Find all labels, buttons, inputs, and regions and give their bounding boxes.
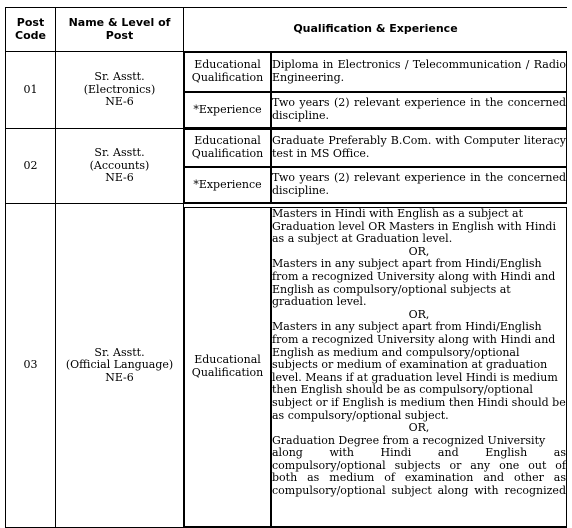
option-1: Masters in Hindi with English as a subject at Graduation level OR Masters in English with Hindi as a subject at Graduation level. xyxy=(272,207,556,246)
edu-text: Diploma in Electronics / Telecommunication / Radio Engineering. xyxy=(271,52,567,92)
option-4-line: Graduation Degree from a recognized University xyxy=(272,433,546,447)
post-name xyxy=(56,52,184,129)
post-level: NE-6 xyxy=(105,370,134,384)
qualification-subtable xyxy=(184,129,567,203)
edu-label: Educational Qualification xyxy=(184,207,271,527)
post-name xyxy=(56,129,184,204)
table-row xyxy=(6,52,568,129)
post-code: 02 xyxy=(6,129,56,204)
post-title: Sr. Asstt. xyxy=(94,146,145,160)
post-discipline: (Accounts) xyxy=(89,158,150,172)
qualification-table xyxy=(5,7,567,528)
edu-label: Educational Qualification xyxy=(184,52,271,92)
name-level-header: Name & Level of Post xyxy=(56,8,184,52)
option-4-line: compulsory/optional subjects or any one out of xyxy=(272,458,566,472)
or-separator: OR, xyxy=(408,307,430,321)
exp-label: *Experience xyxy=(184,92,271,128)
option-4-line: along with Hindi and English as xyxy=(272,446,566,460)
post-level: NE-6 xyxy=(105,95,134,109)
post-code: 01 xyxy=(6,52,56,129)
or-separator: OR, xyxy=(408,244,430,258)
qualification-cell xyxy=(184,204,568,528)
table-row xyxy=(6,129,568,204)
qualification-cell xyxy=(184,129,568,204)
or-separator: OR, xyxy=(408,421,430,435)
post-code-header: Post Code xyxy=(6,8,56,52)
edu-label: Educational Qualification xyxy=(184,129,271,167)
table-row xyxy=(6,204,568,528)
post-discipline: (Electronics) xyxy=(83,82,156,96)
option-4-line: both as medium of examination and other as xyxy=(272,471,566,485)
option-3: Masters in any subject apart from Hindi/English from a recognized University along with Hindi and English as medium and compulsory/optional subjects or medium of examination at graduation level. Means if at graduation level Hindi is medium then English should be as compulsory/optional subject or if English is medium then Hindi should be as compulsory/optional subject. xyxy=(272,320,566,422)
exp-label: *Experience xyxy=(184,167,271,203)
edu-text: Graduate Preferably B.Com. with Computer literacy test in MS Office. xyxy=(271,129,567,167)
option-2: Masters in any subject apart from Hindi/English from a recognized University along with Hindi and English as compulsory/optional subjects at graduation level. xyxy=(272,257,556,309)
qualification-header: Qualification & Experience xyxy=(184,8,568,52)
exp-text: Two years (2) relevant experience in the concerned discipline. xyxy=(271,167,567,203)
post-name xyxy=(56,204,184,528)
qualification-subtable xyxy=(184,207,567,527)
post-discipline: (Official Language) xyxy=(65,358,174,372)
option-4-line: compulsory/optional subject along with recognized xyxy=(272,484,566,498)
post-code: 03 xyxy=(6,204,56,528)
header-row xyxy=(6,8,568,52)
post-level: NE-6 xyxy=(105,171,134,185)
exp-text: Two years (2) relevant experience in the concerned discipline. xyxy=(271,92,567,128)
qualification-table-page xyxy=(5,7,567,528)
qualification-cell xyxy=(184,52,568,129)
post-title: Sr. Asstt. xyxy=(94,345,145,359)
edu-text xyxy=(271,207,567,527)
qualification-subtable xyxy=(184,52,567,128)
post-title: Sr. Asstt. xyxy=(94,70,145,84)
